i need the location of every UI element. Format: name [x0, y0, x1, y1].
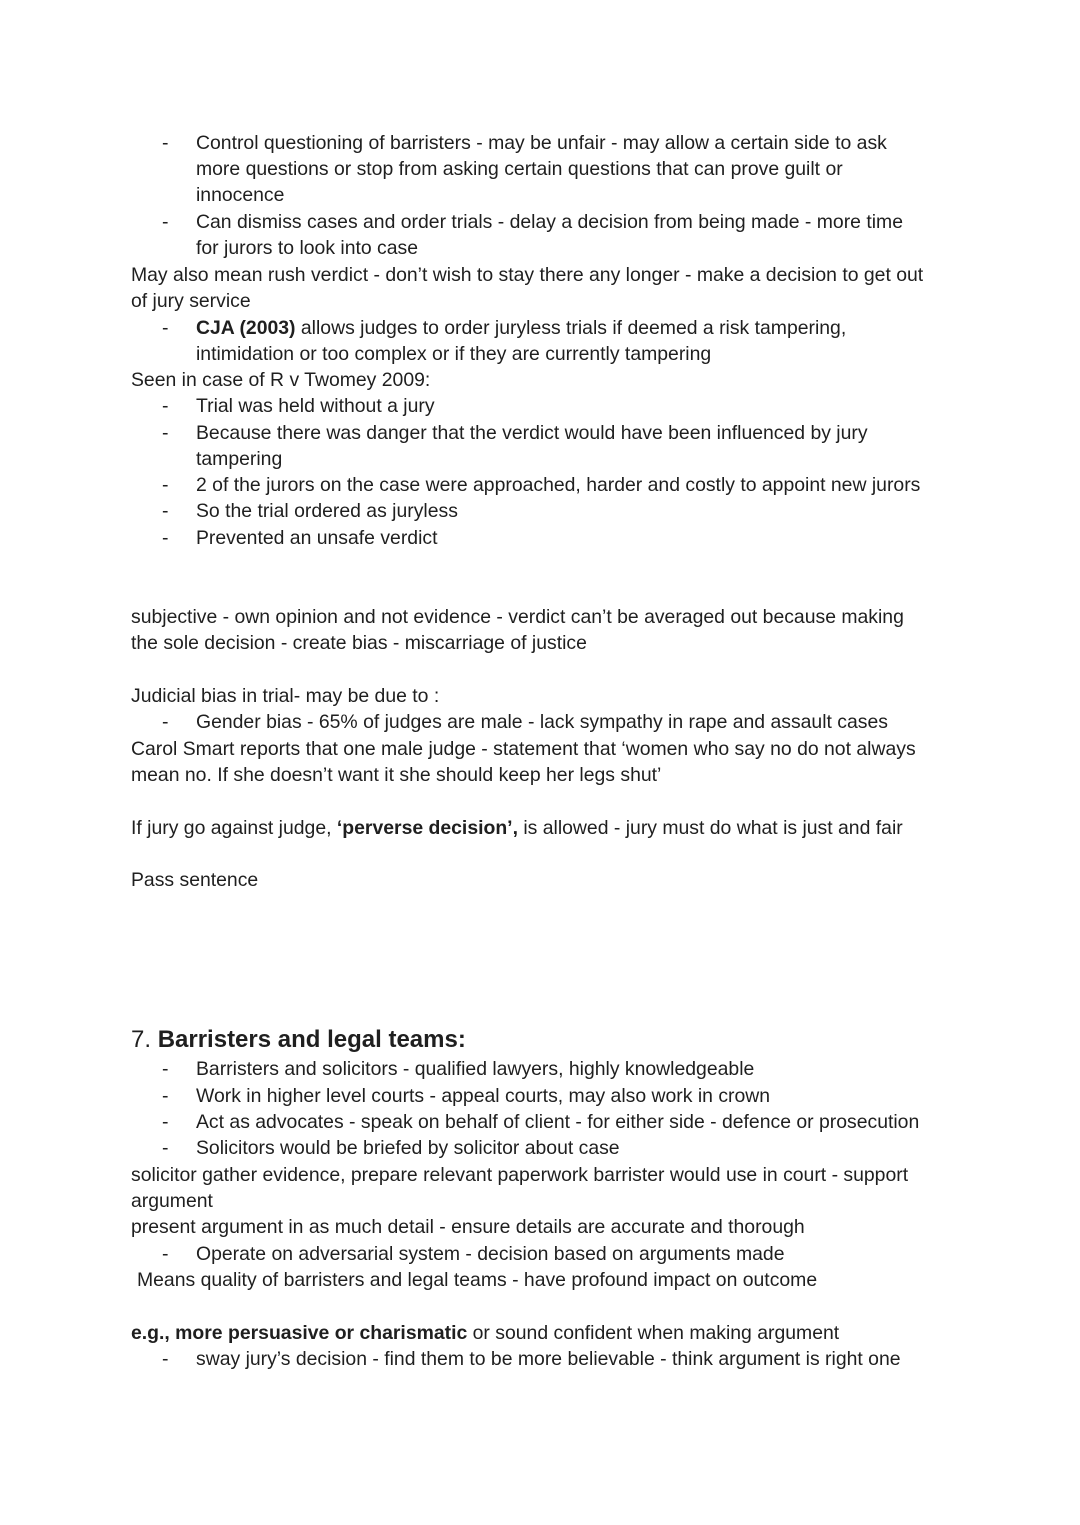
bullet-dash: - [162, 422, 169, 444]
bullet-dash: - [162, 1243, 169, 1265]
paragraph-text: argument [131, 1190, 213, 1212]
paragraph-text: Pass sentence [131, 869, 259, 891]
bold-term: CJA (2003) [196, 317, 296, 339]
paragraph-text: of jury service [131, 290, 251, 312]
list-item: So the trial ordered as juryless [196, 500, 458, 522]
bullet-dash: - [162, 211, 169, 233]
paragraph-text: mean no. If she doesn’t want it she should keep her legs shut’ [131, 764, 662, 786]
bullet-text: for jurors to look into case [196, 237, 419, 259]
list-item: 2 of the jurors on the case were approached, harder and costly to appoint new jurors [196, 474, 921, 496]
bold-term: e.g., more persuasive or charismatic [131, 1322, 468, 1344]
paragraph-text [131, 815, 903, 841]
text-run: If jury go against judge, [131, 817, 337, 839]
bullet-text: innocence [196, 184, 285, 206]
paragraph-text [131, 1320, 839, 1346]
bullet-text: intimidation or too complex or if they are currently tampering [196, 343, 712, 365]
bullet-dash: - [162, 317, 169, 339]
section-number: 7. [131, 1026, 158, 1053]
paragraph-text: Carol Smart reports that one male judge - statement that ‘women who say no do not always [131, 738, 916, 760]
bullet-text: Can dismiss cases and order trials - delay a decision from being made - more time [196, 211, 903, 233]
bold-term: ‘perverse decision’, [336, 817, 518, 839]
paragraph-text: Means quality of barristers and legal teams - have profound impact on outcome [137, 1269, 818, 1291]
bullet-dash: - [162, 1348, 169, 1370]
bullet-text: Operate on adversarial system - decision based on arguments made [196, 1243, 785, 1265]
bullet-dash: - [162, 1085, 169, 1107]
bullet-dash: - [162, 1058, 169, 1080]
bullet-dash: - [162, 500, 169, 522]
bullet-dash: - [162, 395, 169, 417]
paragraph-text: Seen in case of R v Twomey 2009: [131, 369, 431, 391]
list-item: Work in higher level courts - appeal courts, may also work in crown [196, 1085, 771, 1107]
bullet-text-rest: allows judges to order juryless trials if deemed a risk tampering, [295, 317, 847, 339]
paragraph-text: the sole decision - create bias - miscarriage of justice [131, 632, 587, 654]
bullet-dash: - [162, 527, 169, 549]
paragraph-text: subjective - own opinion and not evidence - verdict can’t be averaged out because making [131, 606, 904, 628]
paragraph-text: solicitor gather evidence, prepare relevant paperwork barrister would use in court - support [131, 1164, 909, 1186]
text-run: is allowed - jury must do what is just and fair [517, 817, 903, 839]
bullet-text: sway jury’s decision - find them to be more believable - think argument is right one [196, 1348, 901, 1370]
bullet-text: Gender bias - 65% of judges are male - lack sympathy in rape and assault cases [196, 711, 888, 733]
list-item: Solicitors would be briefed by solicitor about case [196, 1137, 620, 1159]
list-item: Prevented an unsafe verdict [196, 527, 438, 549]
list-item: Barristers and solicitors - qualified lawyers, highly knowledgeable [196, 1058, 755, 1080]
bullet-text [196, 315, 846, 341]
section-title: Barristers and legal teams: [157, 1026, 466, 1053]
text-run: or sound confident when making argument [467, 1322, 840, 1344]
section-heading [131, 1025, 466, 1055]
bullet-text: more questions or stop from asking certain questions that can prove guilt or [196, 158, 843, 180]
bullet-dash: - [162, 711, 169, 733]
list-item: Trial was held without a jury [196, 395, 435, 417]
bullet-dash: - [162, 1137, 169, 1159]
paragraph-text: present argument in as much detail - ensure details are accurate and thorough [131, 1216, 805, 1238]
paragraph-text: May also mean rush verdict - don’t wish to stay there any longer - make a decision to get out [131, 264, 924, 286]
bullet-text: Control questioning of barristers - may be unfair - may allow a certain side to ask [196, 132, 887, 154]
list-item: tampering [196, 448, 283, 470]
bullet-dash: - [162, 132, 169, 154]
bullet-dash: - [162, 474, 169, 496]
list-item: Act as advocates - speak on behalf of client - for either side - defence or prosecution [196, 1111, 920, 1133]
paragraph-text: Judicial bias in trial- may be due to : [131, 685, 440, 707]
list-item: Because there was danger that the verdict would have been influenced by jury [196, 422, 868, 444]
bullet-dash: - [162, 1111, 169, 1133]
